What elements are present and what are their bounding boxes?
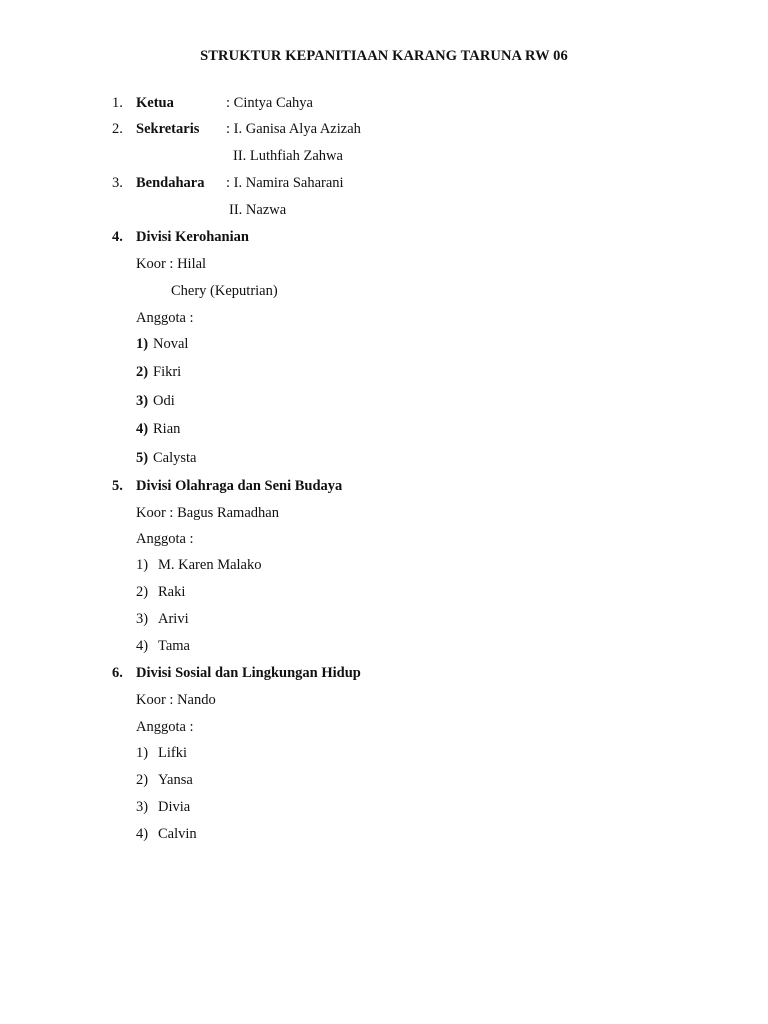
- div5-member-number: 4): [136, 638, 149, 654]
- div5-member-name: Tama: [158, 638, 190, 654]
- div5-number: 5.: [112, 478, 123, 494]
- div6-member-number: 1): [136, 745, 149, 761]
- div4-member-number: 5): [136, 450, 149, 466]
- div5-member-number: 1): [136, 557, 149, 573]
- sekretaris-number: 2.: [112, 121, 123, 137]
- div5-koor: Koor : Bagus Ramadhan: [136, 505, 279, 521]
- div4-member-name: Rian: [153, 421, 181, 437]
- sekretaris-value-2: II. Luthfiah Zahwa: [233, 148, 343, 164]
- div4-member-name: Odi: [153, 393, 175, 409]
- bendahara-value-1: : I. Namira Saharani: [226, 175, 344, 191]
- sekretaris-label: Sekretaris: [136, 121, 200, 137]
- div4-anggota-label: Anggota :: [136, 310, 194, 326]
- div6-member-number: 4): [136, 826, 149, 842]
- div4-number: 4.: [112, 229, 123, 245]
- document-title: STRUKTUR KEPANITIAAN KARANG TARUNA RW 06: [200, 48, 568, 64]
- div4-member-number: 2): [136, 364, 149, 380]
- div4-member-number: 4): [136, 421, 149, 437]
- div4-member-number: 3): [136, 393, 149, 409]
- ketua-number: 1.: [112, 95, 123, 111]
- div6-koor: Koor : Nando: [136, 692, 216, 708]
- bendahara-number: 3.: [112, 175, 123, 191]
- div5-member-name: Arivi: [158, 611, 189, 627]
- div6-anggota-label: Anggota :: [136, 719, 194, 735]
- bendahara-value-2: II. Nazwa: [229, 202, 287, 218]
- div4-member-name: Calysta: [153, 450, 197, 466]
- div4-member-name: Noval: [153, 336, 189, 352]
- div4-title: Divisi Kerohanian: [136, 229, 249, 245]
- div5-member-number: 2): [136, 584, 149, 600]
- div6-title: Divisi Sosial dan Lingkungan Hidup: [136, 665, 361, 681]
- div5-member-number: 3): [136, 611, 149, 627]
- div6-member-name: Divia: [158, 799, 191, 815]
- div4-member-name: Fikri: [153, 364, 182, 380]
- div6-number: 6.: [112, 665, 123, 681]
- div6-member-name: Yansa: [158, 772, 193, 788]
- ketua-label: Ketua: [136, 95, 174, 111]
- sekretaris-value-1: : I. Ganisa Alya Azizah: [226, 121, 361, 137]
- div6-member-name: Lifki: [158, 745, 187, 761]
- div5-member-name: M. Karen Malako: [158, 557, 262, 573]
- div4-member-number: 1): [136, 336, 149, 352]
- div5-anggota-label: Anggota :: [136, 531, 194, 547]
- div5-member-name: Raki: [158, 584, 186, 600]
- div6-member-number: 2): [136, 772, 149, 788]
- div6-member-number: 3): [136, 799, 149, 815]
- div4-koor: Koor : Hilal: [136, 256, 207, 272]
- div4-koor-2: Chery (Keputrian): [171, 283, 278, 299]
- bendahara-label: Bendahara: [136, 175, 205, 191]
- div5-title: Divisi Olahraga dan Seni Budaya: [136, 478, 343, 494]
- div6-member-name: Calvin: [158, 826, 197, 842]
- ketua-value: : Cintya Cahya: [226, 95, 313, 111]
